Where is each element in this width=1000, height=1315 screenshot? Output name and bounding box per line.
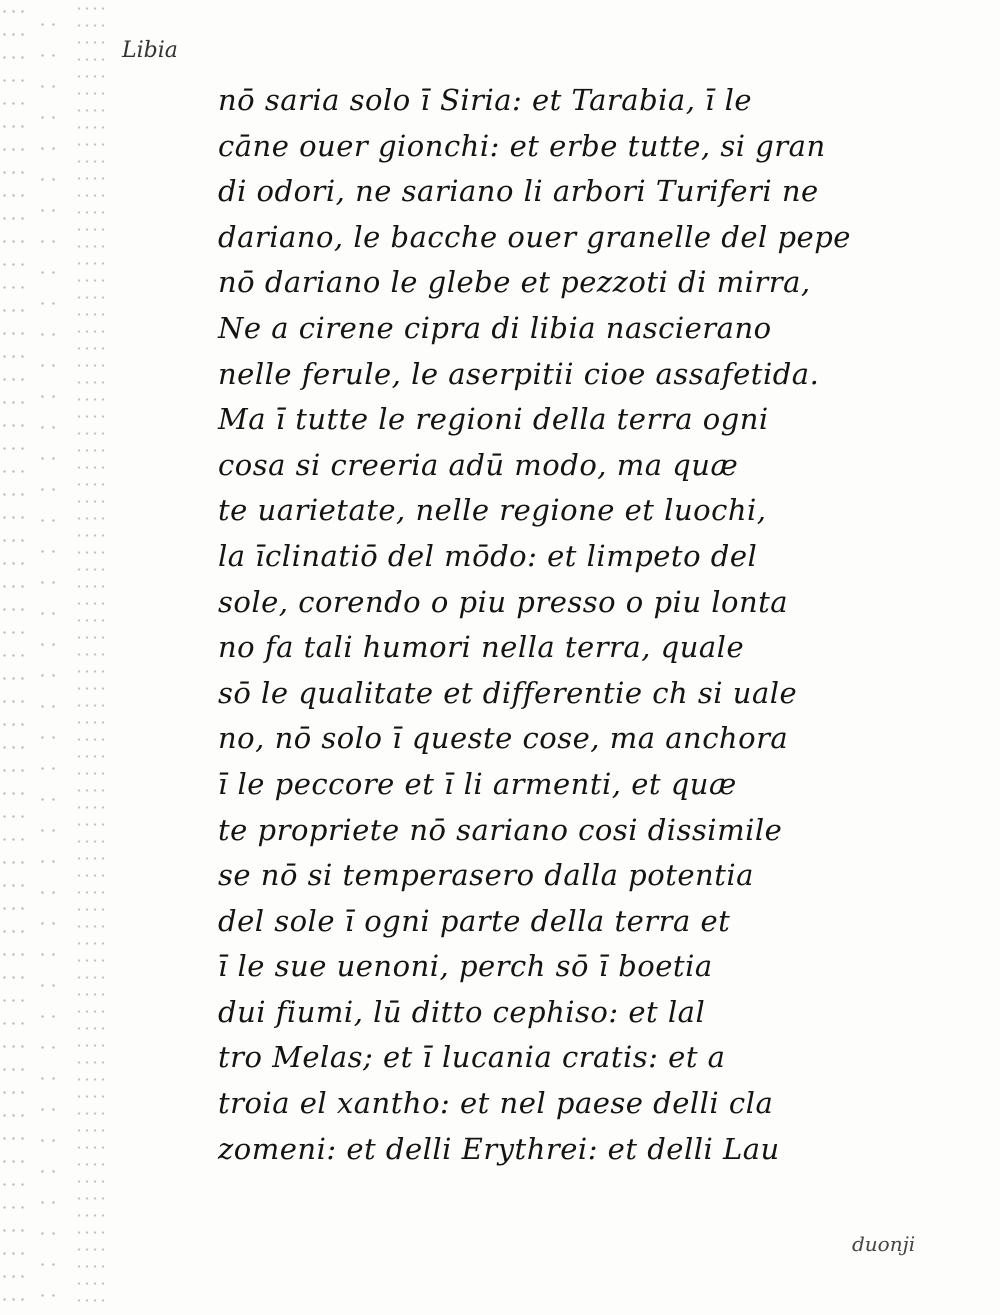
text-line: dariano, le bacche ouer granelle del pepe <box>218 219 851 254</box>
text-line: troia el xantho: et nel paese delli cla <box>218 1086 774 1121</box>
text-line: te uarietate, nelle regione et luochi, <box>218 493 767 528</box>
text-line: cāne ouer gionchi: et erbe tutte, si gran <box>218 128 826 163</box>
text-line: te propriete nō sariano cosi dissimile <box>218 812 783 847</box>
text-line: di odori, ne sariano li arbori Turiferi ne <box>218 174 819 209</box>
text-line: se nō si temperasero dalla potentia <box>218 858 754 893</box>
margin-note: Libia <box>122 38 178 63</box>
text-line: del sole ī ogni parte della terra et <box>218 903 731 938</box>
binding-speckles <box>0 0 30 1315</box>
catchword: duonji <box>852 1232 916 1256</box>
text-line: Ne a cirene cipra di libia nascierano <box>218 310 772 345</box>
text-line: zomeni: et delli Erythrei: et delli Lau <box>218 1131 780 1166</box>
text-line: cosa si creeria adū modo, ma quæ <box>218 447 739 482</box>
text-line: sō le qualitate et differentie ch si uale <box>218 675 798 710</box>
binding-speckles <box>33 0 55 1315</box>
text-line: dui fiumi, lū ditto cephiso: et lal <box>218 994 706 1029</box>
text-line: la īclinatiō del mōdo: et limpeto del <box>218 538 758 573</box>
text-line: nō saria solo ī Siria: et Tarabia, ī le <box>218 83 753 117</box>
text-line: Ma ī tutte le regioni della terra ogni <box>218 402 769 437</box>
manuscript-text <box>218 78 988 1172</box>
text-line: sole, corendo o piu presso o piu lonta <box>218 584 789 619</box>
text-line: ī le sue uenoni, perch sō ī boetia <box>218 949 713 984</box>
text-line: ī le peccore et ī li armenti, et quæ <box>218 766 737 801</box>
text-line: nō dariano le glebe et pezzoti di mirra, <box>218 265 811 300</box>
text-line: tro Melas; et ī lucania cratis: et a <box>218 1040 726 1075</box>
text-line: nelle ferule, le aserpitii cioe assafetida. <box>218 356 820 391</box>
text-line: no fa tali humori nella terra, quale <box>218 630 745 665</box>
binding-speckles <box>75 0 105 1315</box>
text-line: no, nō solo ī queste cose, ma anchora <box>218 721 789 756</box>
